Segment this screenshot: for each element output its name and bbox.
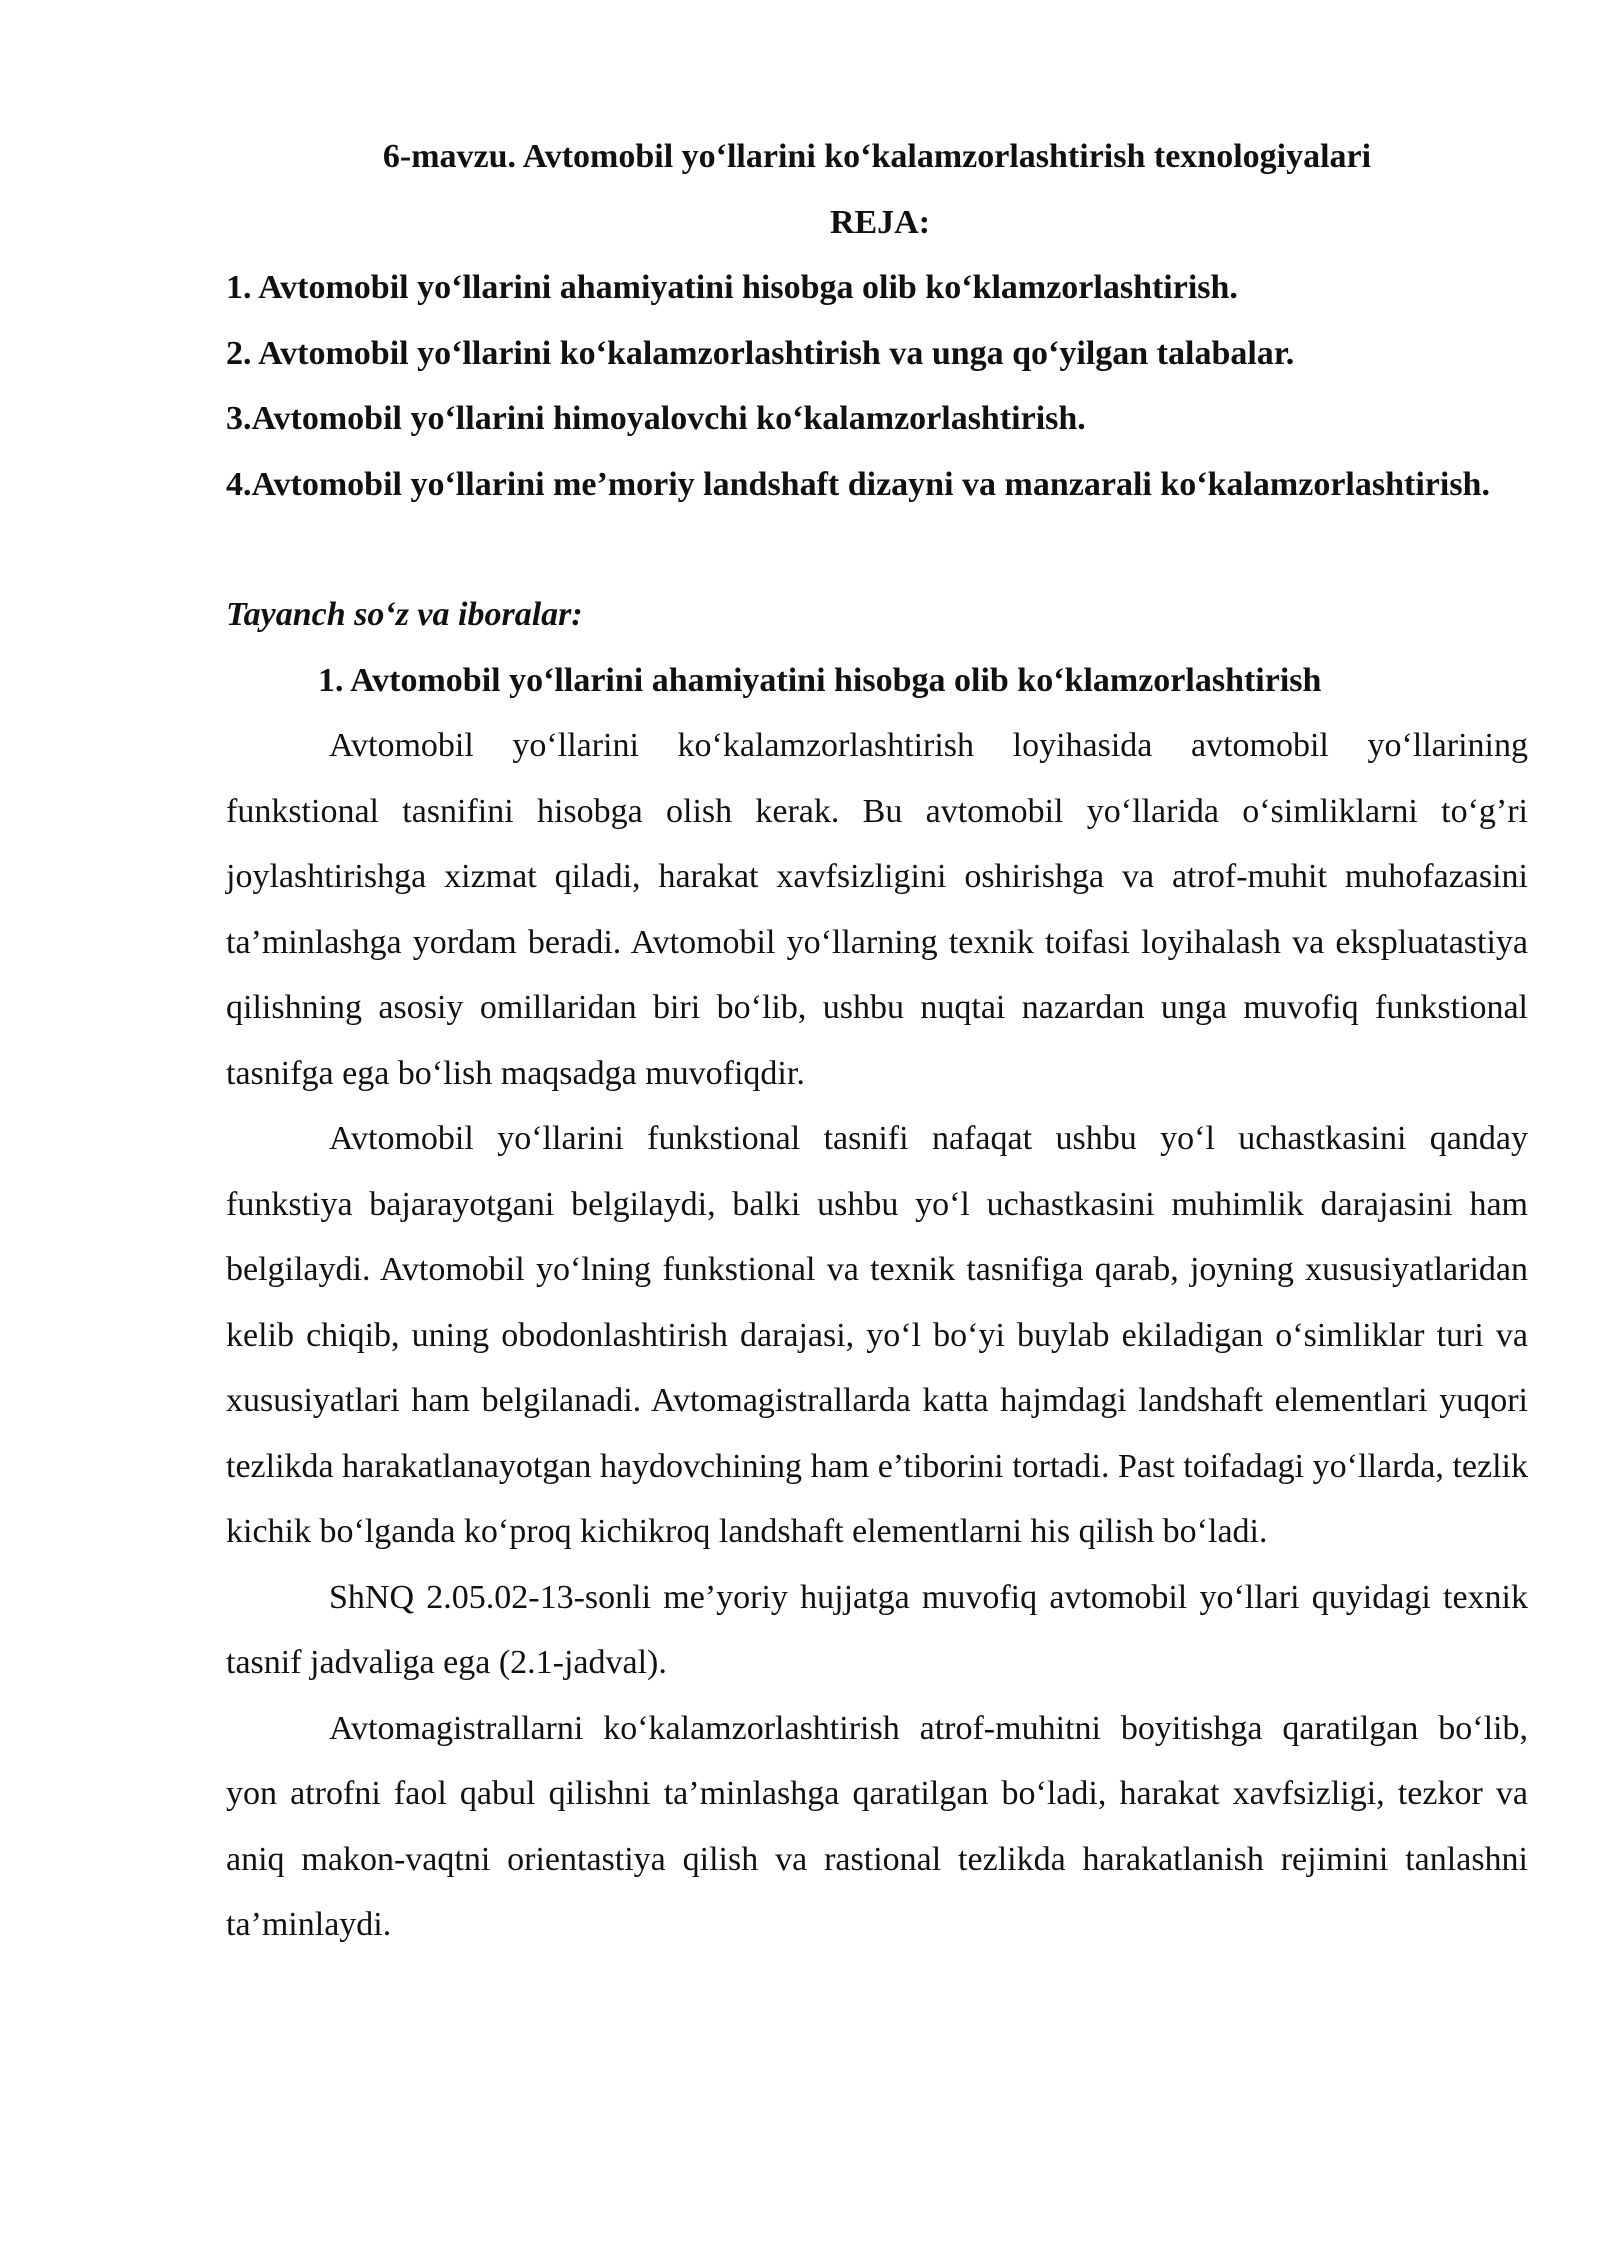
- plan-item-3: 3.Avtomobil yo‘llarini himoyalovchi ko‘kalamzorlashtirish.: [226, 400, 1086, 437]
- section-title: 1. Avtomobil yo‘llarini ahamiyatini hisobga olib ko‘klamzorlashtirish: [318, 661, 1322, 699]
- keywords-heading: Tayanch so‘z va iboralar:: [226, 596, 583, 633]
- plan-item-4: 4.Avtomobil yo‘llarini me’moriy landshaft dizayni va manzarali ko‘kalamzorlashtirish.: [226, 465, 1490, 503]
- plan-heading: REJA:: [829, 203, 931, 241]
- paragraph-3: ShNQ 2.05.02-13-sonli me’yoriy hujjatga muvofiq avtomobil yo‘llari quyidagi texnik tasnif jadvaliga ega (2.1-jadval).: [226, 1578, 1528, 1681]
- paragraph-2: Avtomobil yo‘llarini funkstional tasnifi nafaqat ushbu yo‘l uchastkasini qanday funkstiya bajarayotgani belgilaydi, balki ushbu yo‘l uchastkasini muhimlik darajasini ham belgilaydi. Avtomobil yo‘lning funkstional va texnik tasnifiga qarab, joyning xususiyatlaridan kelib chiqib, uning obodonlashtirish darajasi, yo‘l bo‘yi buylab ekiladigan o‘simliklar turi va xususiyatlari ham belgilanadi. Avtomagistrallarda katta hajmdagi landshaft elementlari yuqori tezlikda harakatlanayotgan haydovchining ham e’tiborini tortadi. Past toifadagi yo‘llarda, tezlik kichik bo‘lganda ko‘proq kichikroq landshaft elementlarni his qilish bo‘ladi.: [226, 1120, 1528, 1550]
- document-title: 6-mavzu. Avtomobil yo‘llarini ko‘kalamzorlashtirish texnologiyalari: [382, 138, 1372, 175]
- blank-line: [226, 517, 1528, 582]
- plan-item-2: 2. Avtomobil yo‘llarini ko‘kalamzorlashtirish va unga qo‘yilgan talabalar.: [226, 334, 1295, 372]
- document-body: [226, 124, 1528, 1958]
- paragraph-4: Avtomagistrallarni ko‘kalamzorlashtirish atrof-muhitni boyitishga qaratilgan bo‘lib, yon atrofni faol qabul qilishni ta’minlashga qaratilgan bo‘ladi, harakat xavfsizligi, tezkor va aniq makon-vaqtni orientastiya qilish va rastional tezlikda harakatlanish rejimini tanlashni ta’minlaydi.: [226, 1709, 1528, 1943]
- plan-item-1: 1. Avtomobil yo‘llarini ahamiyatini hisobga olib ko‘klamzorlashtirish.: [226, 269, 1238, 306]
- paragraph-1: Avtomobil yo‘llarini ko‘kalamzorlashtirish loyihasida avtomobil yo‘llarining funkstional tasnifini hisobga olish kerak. Bu avtomobil yo‘llarida o‘simliklarni to‘g’ri joylashtirishga xizmat qiladi, harakat xavfsizligini oshirishga va atrof-muhit muhofazasini ta’minlashga yordam beradi. Avtomobil yo‘llarning texnik toifasi loyihalash va ekspluatastiya qilishning asosiy omillaridan biri bo‘lib, ushbu nuqtai nazardan unga muvofiq funkstional tasnifga ega bo‘lish maqsadga muvofiqdir.: [226, 727, 1528, 1092]
